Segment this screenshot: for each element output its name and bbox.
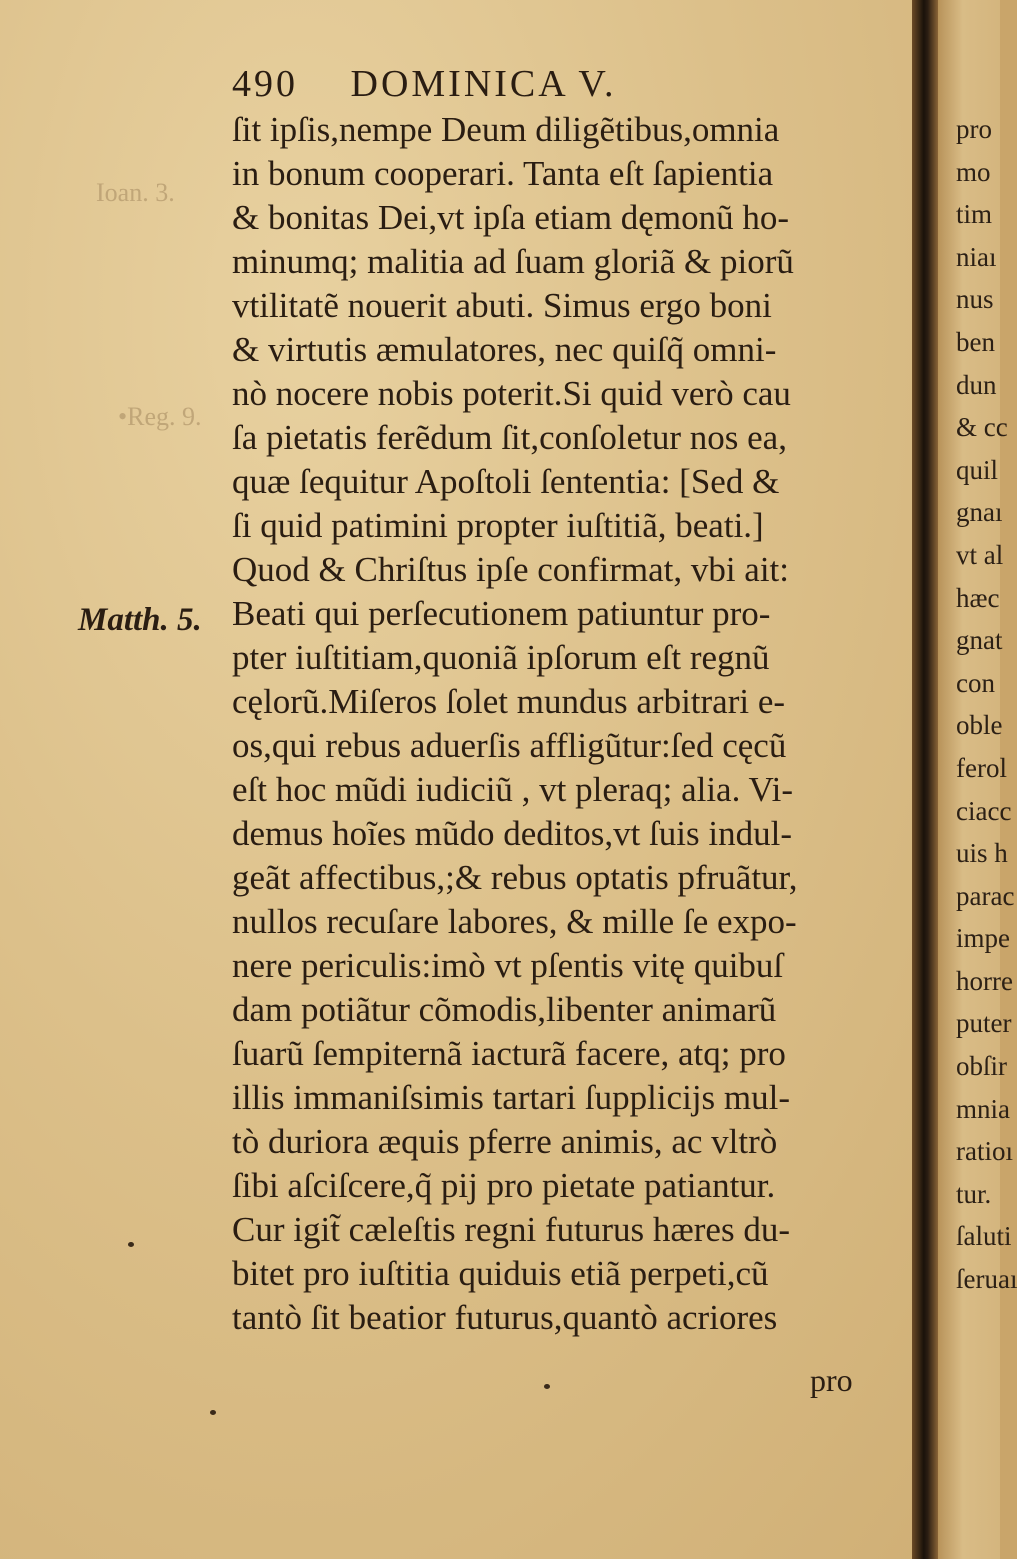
facing-line: gnaı	[956, 497, 1003, 528]
text-line: ſuarũ ſempiternã iacturã facere, atq; pro	[232, 1034, 786, 1073]
text-line: tò duriora æquis pferre animis, ac vltrò	[232, 1122, 778, 1161]
facing-page-text	[956, 108, 1017, 1301]
text-line: bitet pro iuſtitia quiduis etiã perpeti,cũ	[232, 1254, 769, 1293]
text-line: tantò ſit beatior futurus,quantò acriores	[232, 1298, 778, 1337]
text-line: pter iuſtitiam,quoniã ipſorum eſt regnũ	[232, 638, 770, 677]
text-line: Quod & Chriſtus ipſe confirmat, vbi ait:	[232, 550, 790, 589]
facing-line: con	[956, 667, 995, 698]
text-line: Cur igit̃ cæleſtis regni futurus hæres du-	[232, 1210, 790, 1249]
facing-line: tur.	[956, 1178, 992, 1209]
facing-line: ben	[956, 326, 995, 357]
marginal-reference: Matth. 5.	[78, 602, 202, 638]
facing-line: ſeruaı	[956, 1264, 1017, 1295]
text-line: eſt hoc mũdi iudiciũ , vt pleraq; alia. Vi-	[232, 770, 794, 809]
facing-line: mnia	[956, 1093, 1010, 1124]
text-line: & bonitas Dei,vt ipſa etiam dęmonũ ho-	[232, 198, 789, 237]
text-line: in bonum cooperari. Tanta eſt ſapientia	[232, 154, 774, 193]
text-line: minumq; malitia ad ſuam gloriã & piorũ	[232, 242, 794, 281]
text-line: vtilitatẽ nouerit abuti. Simus ergo boni	[232, 286, 772, 325]
text-line: dam potiãtur cõmodis,libenter animarũ	[232, 990, 777, 1029]
body-text	[232, 108, 892, 1340]
facing-line: impe	[956, 923, 1010, 954]
page-number: 490	[232, 63, 298, 105]
text-line: ſa pietatis ferẽdum ſit,conſoletur nos ea,	[232, 418, 787, 457]
facing-line: pro	[956, 114, 992, 144]
page-header	[232, 62, 792, 106]
show-through-mark: Ioan. 3.	[96, 178, 175, 207]
text-line: nullos recuſare labores, & mille ſe expo-	[232, 902, 797, 941]
facing-line: nus	[956, 284, 994, 315]
facing-line: ſaluti	[956, 1221, 1012, 1252]
facing-line: parac	[956, 880, 1015, 911]
text-line: Beati qui perſecutionem patiuntur pro-	[232, 594, 771, 633]
facing-line: puter	[956, 1008, 1012, 1039]
text-line: illis immaniſsimis tartari ſupplicijs mul-	[232, 1078, 791, 1117]
facing-line: & cc	[956, 412, 1008, 443]
text-line: quæ ſequitur Apoſtoli ſententia: [Sed &	[232, 462, 780, 501]
facing-line: ratioı	[956, 1136, 1013, 1167]
text-line: ſibi aſciſcere,q̃ pij pro pietate patiantur.	[232, 1166, 776, 1205]
facing-line: obſir	[956, 1051, 1007, 1082]
text-line: ſi quid patimini propter iuſtitiã, beati.]	[232, 506, 764, 545]
facing-line: mo	[956, 156, 991, 187]
facing-line: ciacc	[956, 795, 1012, 826]
facing-line: tim	[956, 199, 993, 230]
text-line: & virtutis æmulatores, nec quiſq̃ omni-	[232, 330, 777, 369]
ink-speck	[128, 1242, 134, 1247]
facing-line: ferol	[956, 752, 1007, 783]
text-line: nò nocere nobis poterit.Si quid verò cau	[232, 374, 791, 413]
catchword: pro	[810, 1362, 853, 1398]
book-gutter	[912, 0, 938, 1559]
text-line: geãt affectibus,;& rebus optatis pfruãtur,	[232, 858, 798, 897]
facing-line: dun	[956, 369, 997, 400]
facing-line: oble	[956, 710, 1003, 741]
facing-line: gnat	[956, 625, 1003, 656]
facing-line: horre	[956, 965, 1013, 996]
show-through-mark: •Reg. 9.	[118, 402, 202, 431]
text-line: nere periculis:imò vt pſentis vitę quibuſ	[232, 946, 784, 985]
ink-speck	[210, 1410, 216, 1415]
facing-line: hæc	[956, 582, 1000, 613]
text-line: os,qui rebus aduerſis affligũtur:ſed cęcũ	[232, 726, 787, 765]
facing-line: uis h	[956, 838, 1008, 869]
running-head: DOMINICA V.	[350, 63, 617, 105]
facing-line: quil	[956, 454, 999, 485]
facing-line: vt al	[956, 539, 1004, 570]
text-line: ſit ipſis,nempe Deum diligẽtibus,omnia	[232, 110, 780, 149]
text-line: demus hoĩes mũdo deditos,vt ſuis indul-	[232, 814, 792, 853]
ink-speck	[544, 1384, 550, 1389]
facing-line: niaı	[956, 241, 997, 272]
text-line: cęlorũ.Miſeros ſolet mundus arbitrari e-	[232, 682, 786, 721]
